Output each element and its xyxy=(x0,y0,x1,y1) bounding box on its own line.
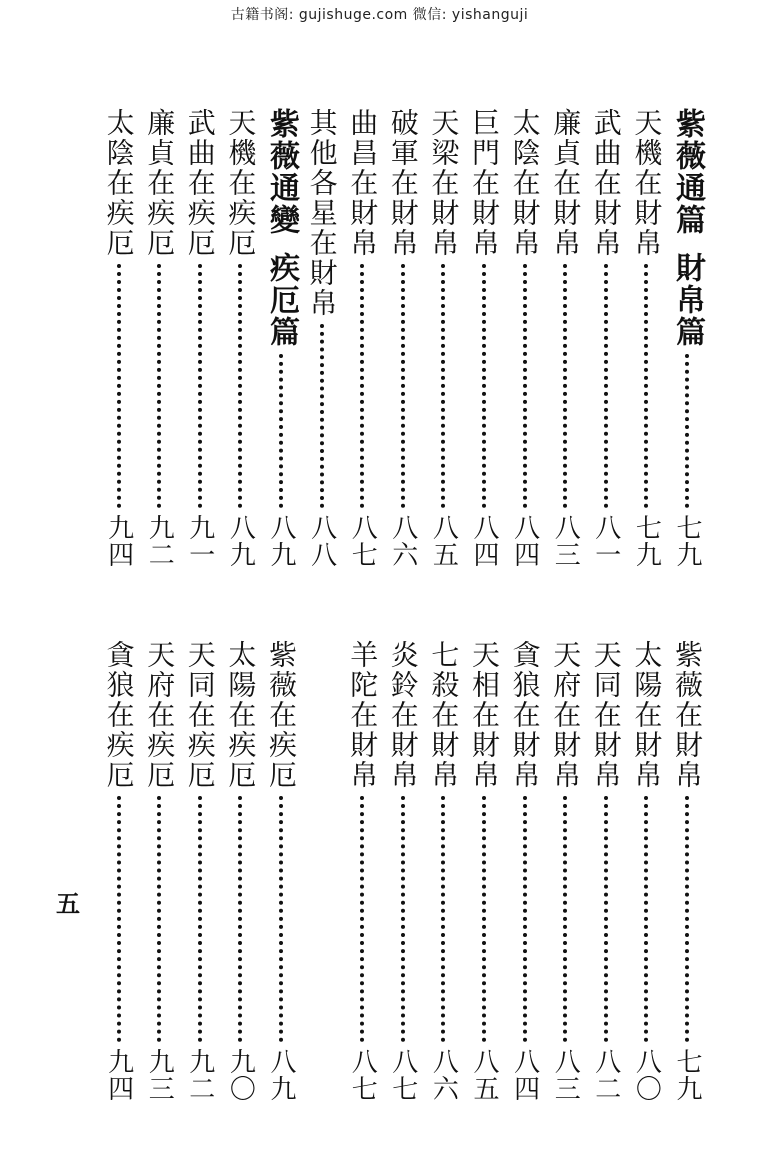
toc-chapter-title: 紫薇通篇 xyxy=(670,108,705,236)
toc-page-number: 八七 xyxy=(347,514,378,568)
dot-leader xyxy=(482,264,486,508)
toc-entry xyxy=(506,640,544,1102)
toc-page-number: 八九 xyxy=(266,1048,296,1102)
toc-entry-title: 武曲在疾厄 xyxy=(183,108,217,258)
watermark-text: 古籍书阁: gujishuge.com 微信: yishanguji xyxy=(230,7,529,23)
toc-entry xyxy=(140,108,178,568)
toc-entry xyxy=(221,640,259,1102)
dot-leader xyxy=(238,796,242,1042)
toc-entry-title: 曲昌在財帛 xyxy=(346,108,380,258)
dot-leader xyxy=(401,796,405,1042)
toc-entry-title: 天相在財帛 xyxy=(468,640,501,790)
dot-leader xyxy=(157,264,161,508)
toc-page-number: 八八 xyxy=(306,514,337,568)
toc-entry-title: 太陰在疾厄 xyxy=(102,108,136,258)
dot-leader xyxy=(360,796,364,1042)
toc-page-number: 九四 xyxy=(103,1048,134,1102)
toc-page-number: 八六 xyxy=(387,514,418,568)
toc-entry-title: 天梁在財帛 xyxy=(427,108,461,258)
dot-leader xyxy=(198,264,202,508)
page-number: 五 xyxy=(56,889,80,918)
toc-entry xyxy=(587,108,625,568)
toc-entry xyxy=(627,108,665,568)
toc-page-number: 八四 xyxy=(509,514,540,568)
toc-entry-title: 天府在財帛 xyxy=(549,640,583,790)
toc-chapter-title: 紫薇通變 xyxy=(264,108,299,236)
dot-leader xyxy=(685,354,689,508)
toc-page-number: 八九 xyxy=(266,514,296,568)
toc-entry-title: 貪狼在財帛 xyxy=(508,640,542,790)
toc-entry-title: 七殺在財帛 xyxy=(427,640,461,790)
toc-entry xyxy=(262,108,300,568)
toc-entry-title: 炎鈴在財帛 xyxy=(386,640,420,790)
toc-entry xyxy=(424,640,462,1102)
dot-leader xyxy=(117,264,121,508)
dot-leader xyxy=(685,796,689,1042)
toc-chapter-subtitle: 財帛篇 xyxy=(670,252,705,348)
toc-entry xyxy=(384,640,422,1102)
toc-entry-title: 紫薇在財帛 xyxy=(671,640,704,790)
toc-entry xyxy=(668,108,706,568)
toc-entry xyxy=(546,108,584,568)
toc-page-number: 九〇 xyxy=(225,1048,256,1102)
toc-entry xyxy=(262,640,300,1102)
toc-entry xyxy=(424,108,462,568)
toc-chapter-subtitle: 疾厄篇 xyxy=(264,252,299,348)
dot-leader xyxy=(320,324,324,508)
toc-entry-title: 廉貞在財帛 xyxy=(549,108,583,258)
toc-entry-title: 天同在財帛 xyxy=(589,640,623,790)
toc-entry-title: 太陽在疾厄 xyxy=(224,640,258,790)
toc-entry xyxy=(546,640,584,1102)
toc-page-number: 八四 xyxy=(469,514,499,568)
toc-entry-title: 破軍在財帛 xyxy=(386,108,420,258)
toc-page-number: 九四 xyxy=(103,514,134,568)
dot-leader xyxy=(360,264,364,508)
toc-entry-title: 紫薇在疾厄 xyxy=(265,640,298,790)
dot-leader xyxy=(401,264,405,508)
toc-page-number: 八〇 xyxy=(631,1048,662,1102)
toc-entry xyxy=(343,108,381,568)
toc-entry-title: 武曲在財帛 xyxy=(589,108,623,258)
toc-page-number: 九三 xyxy=(144,1048,175,1102)
toc-page-number: 九一 xyxy=(184,514,215,568)
toc-entry xyxy=(627,640,665,1102)
toc-page-number: 七九 xyxy=(672,514,702,568)
toc-entry xyxy=(140,640,178,1102)
dot-leader xyxy=(644,264,648,508)
toc-top-section xyxy=(0,108,759,568)
toc-page-number: 八七 xyxy=(347,1048,378,1102)
toc-entry-title: 天同在疾厄 xyxy=(183,640,217,790)
toc-page-number: 八七 xyxy=(387,1048,418,1102)
dot-leader xyxy=(238,264,242,508)
toc-entry xyxy=(465,640,503,1102)
toc-entry xyxy=(587,640,625,1102)
toc-entry-title: 天機在財帛 xyxy=(630,108,664,258)
dot-leader xyxy=(279,796,283,1042)
dot-leader xyxy=(117,796,121,1042)
toc-entry xyxy=(181,640,219,1102)
toc-entry-title: 太陰在財帛 xyxy=(508,108,542,258)
toc-page-number: 七九 xyxy=(631,514,662,568)
toc-page-number: 八五 xyxy=(469,1048,499,1102)
dot-leader xyxy=(523,796,527,1042)
toc-entry xyxy=(343,640,381,1102)
toc-page-number: 八一 xyxy=(590,514,621,568)
toc-entry-title: 其他各星在財帛 xyxy=(305,108,339,318)
toc-page-number: 九二 xyxy=(184,1048,215,1102)
toc-entry-title: 天府在疾厄 xyxy=(143,640,177,790)
dot-leader xyxy=(604,796,608,1042)
toc-entry-title: 廉貞在疾厄 xyxy=(143,108,177,258)
toc-entry-title: 巨門在財帛 xyxy=(468,108,501,258)
toc-entry-title: 太陽在財帛 xyxy=(630,640,664,790)
dot-leader xyxy=(523,264,527,508)
toc-page-number: 八五 xyxy=(428,514,459,568)
toc-entry-title: 天機在疾厄 xyxy=(224,108,258,258)
toc-entry xyxy=(181,108,219,568)
dot-leader xyxy=(157,796,161,1042)
toc-bottom-section xyxy=(0,640,759,1102)
toc-entry xyxy=(668,640,706,1102)
toc-page-number: 八九 xyxy=(225,514,256,568)
dot-leader xyxy=(563,796,567,1042)
toc-page-number: 八四 xyxy=(509,1048,540,1102)
dot-leader xyxy=(482,796,486,1042)
toc-entry-title: 貪狼在疾厄 xyxy=(102,640,136,790)
dot-leader xyxy=(441,796,445,1042)
toc-page-number: 八二 xyxy=(590,1048,621,1102)
toc-entry xyxy=(506,108,544,568)
toc-entry xyxy=(303,640,341,1102)
toc-entry xyxy=(100,108,138,568)
toc-page-number: 九二 xyxy=(144,514,175,568)
toc-entry xyxy=(221,108,259,568)
dot-leader xyxy=(441,264,445,508)
dot-leader xyxy=(563,264,567,508)
toc-page-number: 八三 xyxy=(550,514,581,568)
toc-entry xyxy=(100,640,138,1102)
dot-leader xyxy=(644,796,648,1042)
toc-page-number: 八三 xyxy=(550,1048,581,1102)
toc-page-number: 七九 xyxy=(672,1048,702,1102)
dot-leader xyxy=(198,796,202,1042)
toc-entry xyxy=(465,108,503,568)
dot-leader xyxy=(604,264,608,508)
dot-leader xyxy=(279,354,283,508)
toc-entry-title: 羊陀在財帛 xyxy=(346,640,380,790)
toc-entry xyxy=(303,108,341,568)
toc-entry xyxy=(384,108,422,568)
toc-page-number: 八六 xyxy=(428,1048,459,1102)
